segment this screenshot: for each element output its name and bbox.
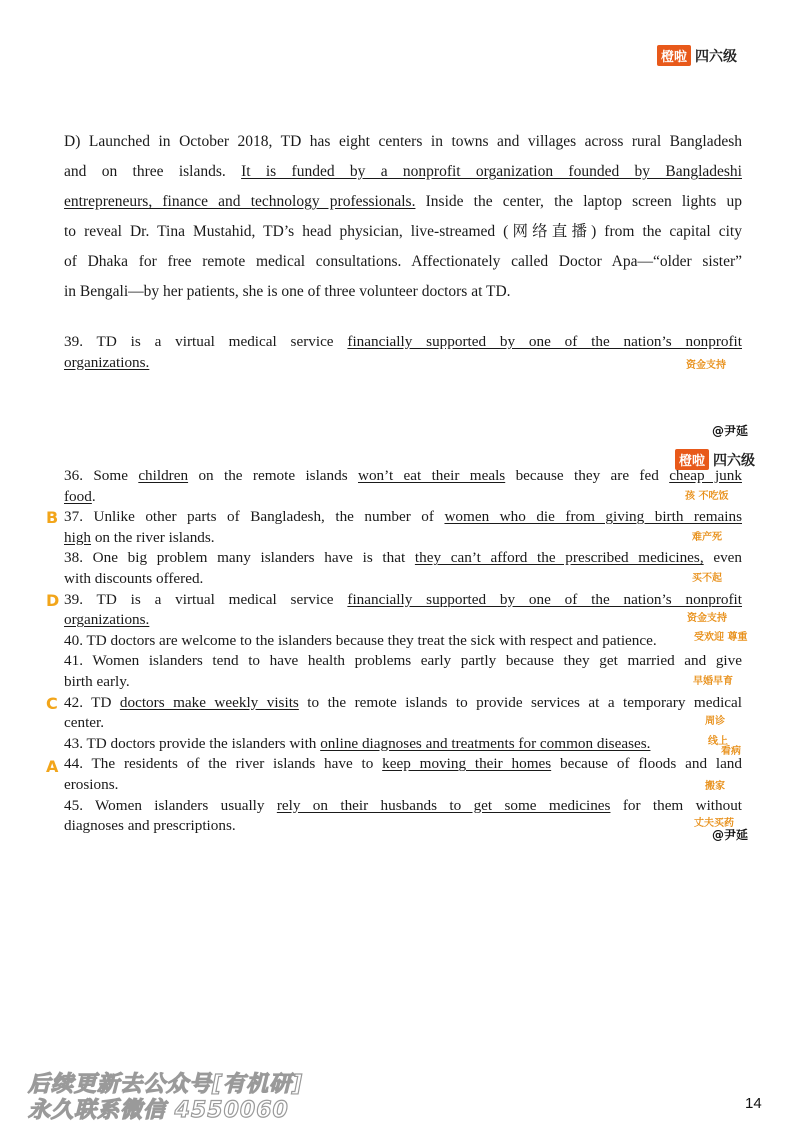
question-39-top: [64, 332, 742, 373]
underlined-text: won’t eat their meals: [358, 467, 506, 484]
annotation-note: 孩 不吃饭: [685, 491, 729, 502]
underlined-text: doctors make weekly visits: [119, 693, 299, 711]
question-line: [64, 507, 742, 528]
annotation-note: 资金支持: [686, 360, 726, 371]
text: 38. One big problem many islanders have is that: [64, 549, 415, 567]
underlined-text: entrepreneurs, finance and technology professionals.: [64, 193, 416, 210]
question-line: diagnoses and prescriptions.: [64, 817, 236, 835]
passage-line: D) Launched in October 2018, TD has eight centers in towns and villages across rural Bangladesh: [64, 133, 742, 150]
underlined-text: financially supported by one of the nation’s nonprofit: [347, 590, 742, 608]
text: even: [703, 549, 743, 567]
author-credit: @尹延: [712, 828, 749, 842]
annotation-note: 搬家: [705, 781, 725, 792]
question-line: [64, 487, 742, 508]
underlined-text: cheap junk: [669, 467, 742, 484]
answer-letter: A: [46, 757, 59, 776]
passage-line: [64, 157, 742, 187]
underlined-text: online diagnoses and treatments for common diseases.: [320, 734, 651, 752]
text: Inside the center, the laptop screen lights up: [415, 193, 742, 210]
page-number: 14: [745, 1095, 762, 1112]
annotation-note: 早婚早育: [693, 676, 733, 687]
underlined-text: they can’t afford the prescribed medicines,: [414, 549, 704, 567]
text: 45. Women islanders usually: [64, 796, 277, 814]
question-line: [64, 548, 742, 569]
question-line: [64, 590, 742, 611]
question-line: erosions.: [64, 775, 119, 793]
question-line: with discounts offered.: [64, 569, 204, 587]
question-line: [64, 353, 742, 374]
underlined-text: high: [64, 528, 92, 546]
watermark-line: 后续更新去公众号[有机研]: [28, 1072, 304, 1097]
underlined-text: women who die from giving birth remains: [444, 508, 742, 526]
passage-d: [64, 127, 742, 307]
annotation-note: 受欢迎 尊重: [694, 632, 748, 643]
text: 43. TD doctors provide the islanders with: [64, 734, 321, 752]
underlined-text: children: [138, 467, 189, 484]
text: 42. TD: [64, 693, 120, 711]
text: because they are fed: [505, 467, 670, 484]
passage-line: in Bengali—by her patients, she is one of three volunteer doctors at TD.: [64, 283, 511, 300]
text: 44. The residents of the river islands have to: [64, 755, 383, 773]
watermark: [28, 1072, 303, 1124]
annotation-note: 看病: [721, 746, 741, 757]
brand-tag: 橙啦: [657, 45, 691, 66]
text: on the river islands.: [91, 528, 215, 546]
passage-line: of Dhaka for free remote medical consultations. Affectionately called Doctor Apa—“older sister”: [64, 253, 742, 270]
passage-line: [64, 187, 742, 217]
text: to the remote islands to provide services at a temporary medical: [298, 693, 742, 711]
underlined-text: financially supported by one of the nation’s nonprofit: [347, 333, 742, 350]
text: for them without: [610, 796, 743, 814]
brand-level: 四六级: [695, 48, 738, 65]
underlined-text: rely on their husbands to get some medicines: [276, 796, 611, 814]
answer-letter: C: [46, 694, 58, 713]
text: and on three islands.: [64, 163, 242, 180]
question-line: [64, 693, 742, 714]
author-credit: @尹延: [712, 424, 749, 438]
text: 37. Unlike other parts of Bangladesh, the number of: [64, 508, 445, 526]
question-line: [64, 610, 742, 631]
passage-line: to reveal Dr. Tina Mustahid, TD’s head physician, live-streamed (网络直播) from the capital city: [64, 223, 742, 240]
question-line: [64, 754, 742, 775]
underlined-text: keep moving their homes: [382, 755, 552, 773]
annotation-note: 周诊: [705, 716, 725, 727]
text: because of floods and land: [551, 755, 742, 773]
question-line: center.: [64, 714, 105, 732]
brand-tag: 橙啦: [675, 449, 709, 470]
annotation-note: 丈夫买药: [694, 818, 734, 829]
question-line: [64, 734, 742, 755]
annotation-note: 买不起: [692, 573, 722, 584]
text: on the remote islands: [188, 467, 358, 484]
answer-letter: D: [46, 591, 60, 610]
question-line: 41. Women islanders tend to have health problems early partly because they get married and give: [64, 652, 742, 670]
brand-level: 四六级: [713, 452, 756, 469]
annotation-note: 资金支持: [687, 613, 727, 624]
text: .: [91, 487, 96, 505]
text: 39. TD is a virtual medical service: [64, 333, 348, 350]
question-line: birth early.: [64, 672, 130, 690]
underlined-text: food: [64, 487, 92, 505]
question-line: 40. TD doctors are welcome to the islanders because they treat the sick with respect and patience.: [64, 631, 657, 649]
answer-letter: B: [46, 508, 59, 527]
underlined-text: organizations.: [64, 611, 150, 629]
question-line: [64, 528, 742, 549]
text: 39. TD is a virtual medical service: [64, 590, 348, 608]
question-line: [64, 796, 742, 817]
brand-header: [657, 45, 737, 66]
annotation-note: 线上: [708, 736, 728, 747]
annotation-note: 难产死: [692, 532, 722, 543]
underlined-text: organizations.: [64, 353, 150, 371]
question-list: [64, 466, 742, 837]
question-line: [64, 332, 742, 353]
question-line: [64, 466, 742, 487]
text: 36. Some: [64, 467, 139, 484]
underlined-text: It is funded by a nonprofit organization founded by Bangladeshi: [241, 163, 742, 180]
watermark-line: 永久联系微信 4550060: [28, 1098, 289, 1123]
